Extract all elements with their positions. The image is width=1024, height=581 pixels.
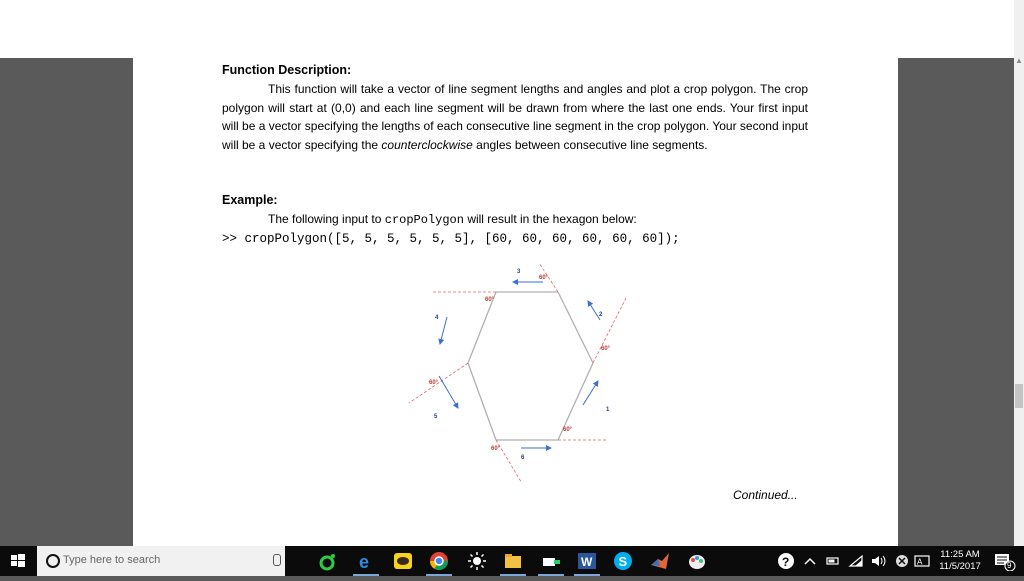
cortana-icon	[46, 554, 60, 568]
extension-dash-line	[409, 363, 468, 403]
segment-label-6: 6	[521, 455, 525, 461]
system-clock[interactable]	[928, 549, 992, 573]
angle-label: 60°	[539, 275, 549, 281]
document-page	[133, 58, 898, 546]
example-heading: Example:	[222, 193, 278, 207]
description-text: This function will take a vector of line segment lengths and angles and plot a crop polygon. The crop polygon will start at (0,0) and each line segment will be drawn from where the last one ends. Your first input will be a vector specifying the lengths of each consecutive line segment in the crop polygon. Your second input will be a vector specifying the	[222, 82, 808, 152]
segment-label-2: 2	[599, 312, 603, 318]
continued-note: Continued...	[733, 488, 798, 502]
segment-label-4: 4	[435, 315, 439, 321]
edge-browser-icon[interactable]	[356, 551, 376, 571]
scrollbar-thumb[interactable]	[1015, 384, 1023, 408]
windows-taskbar	[0, 546, 1024, 576]
svg-text:?: ?	[782, 555, 790, 569]
notification-icon	[993, 551, 1017, 571]
segment-direction-arrow	[583, 381, 598, 405]
hexagon-edge	[558, 292, 593, 363]
wifi-icon[interactable]	[847, 551, 867, 571]
start-button[interactable]	[0, 546, 36, 576]
clock-date: 11/5/2017	[939, 561, 981, 572]
taskbar-search-box[interactable]	[37, 546, 285, 576]
example-pre-text: The following input to	[268, 212, 382, 226]
skype-icon[interactable]	[613, 551, 633, 571]
security-alert-icon[interactable]	[892, 551, 912, 571]
windows-logo-icon	[0, 546, 36, 576]
hexagon-edge	[468, 363, 496, 440]
angle-label: 60°	[601, 346, 611, 352]
example-code: >> cropPolygon([5, 5, 5, 5, 5, 5], [60, 60, 60, 60, 60, 60]);	[222, 232, 680, 246]
paint-icon[interactable]	[687, 551, 707, 571]
microphone-icon[interactable]	[273, 554, 281, 566]
angle-label: 60°	[429, 380, 439, 386]
action-center-button[interactable]	[993, 551, 1017, 571]
file-explorer-icon[interactable]	[503, 551, 523, 571]
help-icon[interactable]	[776, 551, 796, 571]
sun-app-icon[interactable]	[467, 551, 487, 571]
svg-text:W: W	[581, 555, 593, 569]
segment-direction-arrow	[440, 317, 447, 344]
segment-direction-arrow	[439, 376, 458, 408]
example-function-name: cropPolygon	[384, 213, 464, 227]
segment-label-1: 1	[606, 407, 610, 413]
segment-label-3: 3	[517, 269, 521, 275]
hexagon-figure	[403, 263, 643, 483]
kakaotalk-icon[interactable]	[393, 551, 413, 571]
notification-count: 9	[1007, 561, 1012, 570]
segment-label-5: 5	[434, 414, 438, 420]
word-icon[interactable]	[577, 551, 597, 571]
example-post-text: will result in the hexagon below:	[467, 212, 637, 226]
angle-label: 60°	[485, 297, 495, 303]
viewer-top-area	[0, 0, 1014, 58]
function-description-paragraph	[222, 80, 808, 154]
battery-icon[interactable]	[823, 551, 843, 571]
network-app-icon[interactable]	[541, 551, 561, 571]
svg-text:A: A	[917, 557, 923, 567]
angle-label: 60°	[563, 427, 573, 433]
volume-icon[interactable]	[869, 551, 889, 571]
chrome-icon[interactable]	[429, 551, 449, 571]
angle-label: 60°	[491, 446, 501, 452]
app-o-icon[interactable]	[317, 551, 337, 571]
scroll-up-arrow-icon[interactable]: ▲	[1015, 56, 1023, 65]
search-placeholder: Type here to search	[63, 554, 161, 566]
extension-dash-line	[593, 298, 626, 363]
extension-dash-line	[496, 440, 526, 483]
matlab-icon[interactable]	[650, 551, 670, 571]
vertical-scrollbar[interactable]	[1014, 0, 1024, 546]
svg-text:S: S	[618, 554, 628, 569]
description-italic: counterclockwise	[381, 137, 473, 152]
chevron-up-icon[interactable]	[800, 551, 820, 571]
description-end: angles between consecutive line segments.	[476, 137, 708, 152]
example-sentence	[268, 212, 637, 227]
clock-time: 11:25 AM	[940, 549, 980, 560]
function-description-heading: Function Description:	[222, 63, 352, 77]
svg-text:e: e	[359, 552, 370, 571]
